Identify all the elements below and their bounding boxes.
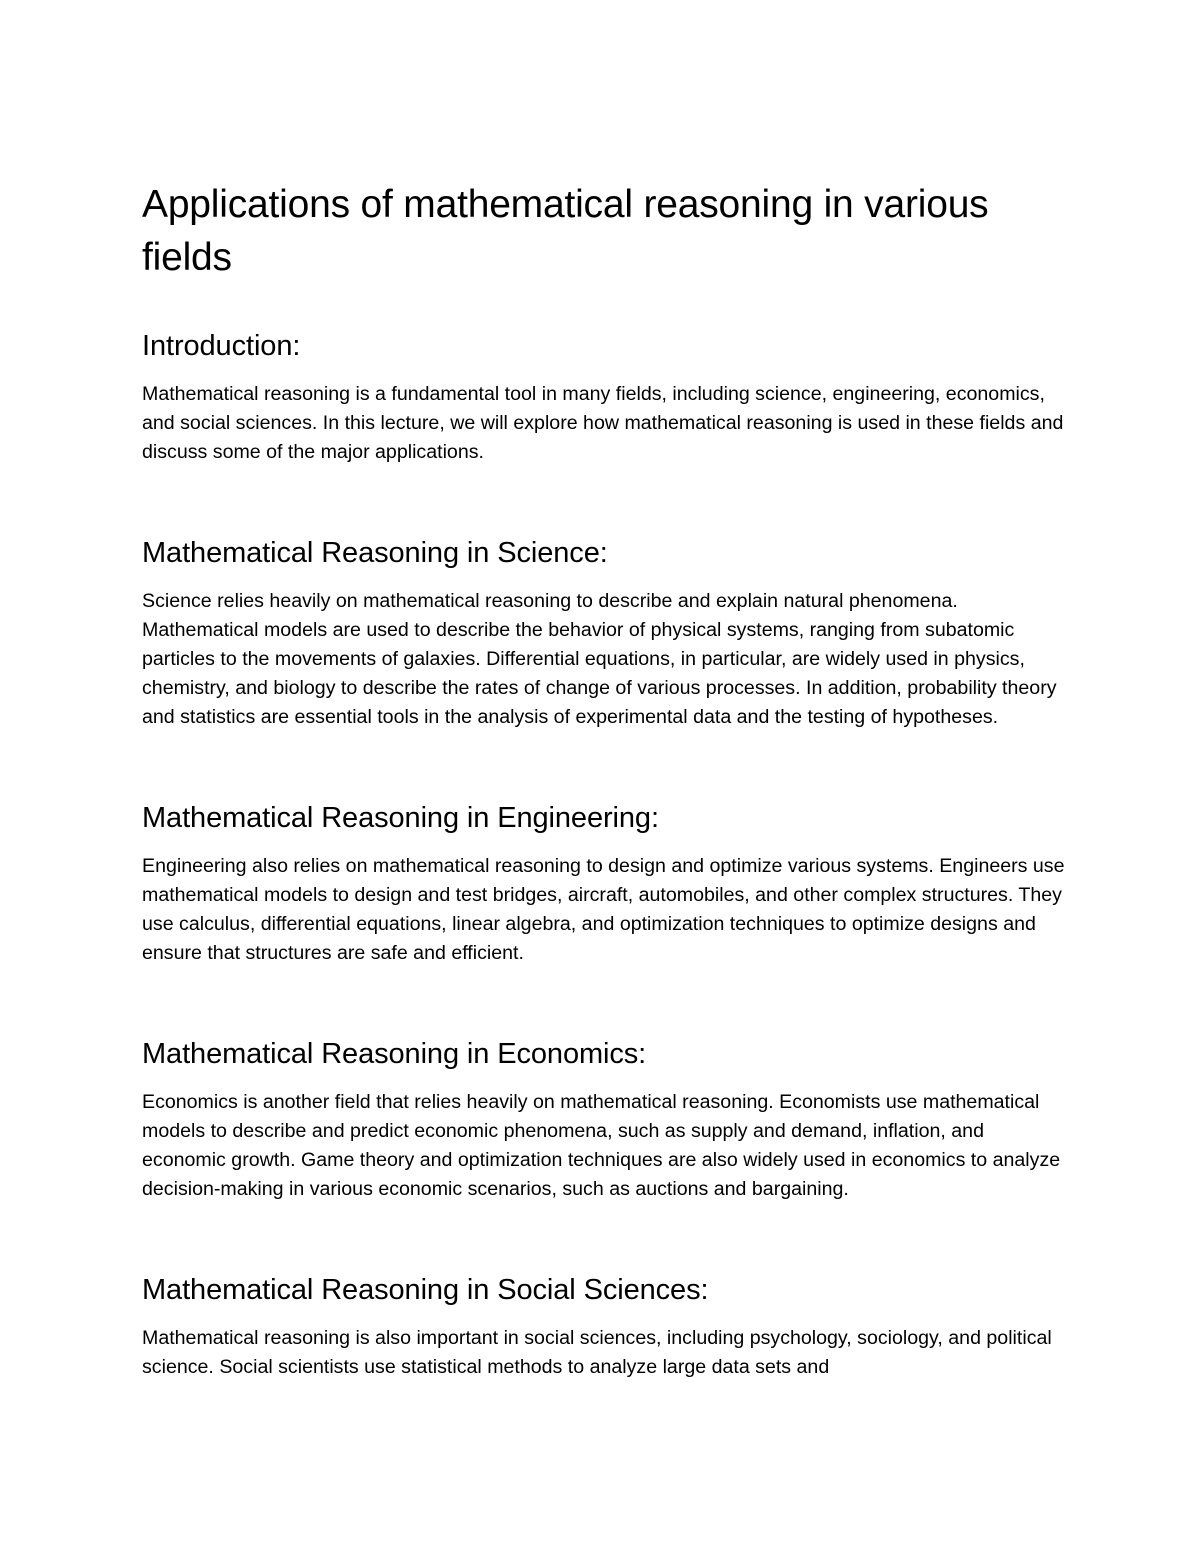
section-paragraph: Science relies heavily on mathematical reasoning to describe and explain natural phenomena. Mathematical models are used to describe the behavior of physical systems, ranging from subatomic particles to the movements of galaxies. Differential equations, in particular, are widely used in physics, chemistry, and biology to describe the rates of change of various processes. In addition, probability theory and statistics are essential tools in the analysis of experimental data and the testing of hypotheses. [142, 590, 1057, 728]
section-paragraph: Engineering also relies on mathematical reasoning to design and optimize various systems. Engineers use mathematical models to design and test bridges, aircraft, automobiles, and other complex structures. They use calculus, differential equations, linear algebra, and optimization techniques to optimize designs and ensure that structures are safe and efficient. [142, 855, 1065, 964]
section-heading: Mathematical Reasoning in Economics: [142, 1038, 647, 1070]
section-heading: Mathematical Reasoning in Engineering: [142, 802, 659, 834]
section-social-sciences [142, 1272, 1067, 1382]
document-title: Applications of mathematical reasoning in various fields [142, 183, 989, 279]
section-engineering [142, 800, 1067, 968]
document-content [142, 178, 1067, 1450]
section-heading: Mathematical Reasoning in Science: [142, 537, 608, 569]
section-paragraph: Mathematical reasoning is a fundamental tool in many fields, including science, engineering, economics, and social sciences. In this lecture, we will explore how mathematical reasoning is used in these fields and discuss some of the major applications. [142, 383, 1064, 463]
section-heading: Introduction: [142, 330, 301, 362]
section-heading: Mathematical Reasoning in Social Sciences: [142, 1274, 709, 1306]
section-paragraph: Mathematical reasoning is also important in social sciences, including psychology, sociology, and political science. Social scientists use statistical methods to analyze large data sets and [142, 1327, 1052, 1378]
section-economics [142, 1036, 1067, 1204]
section-paragraph: Economics is another field that relies heavily on mathematical reasoning. Economists use mathematical models to describe and predict economic phenomena, such as supply and demand, inflation, and economic growth. Game theory and optimization techniques are also widely used in economics to analyze decision-making in various economic scenarios, such as auctions and bargaining. [142, 1091, 1061, 1200]
section-science [142, 535, 1067, 732]
section-introduction [142, 328, 1067, 467]
